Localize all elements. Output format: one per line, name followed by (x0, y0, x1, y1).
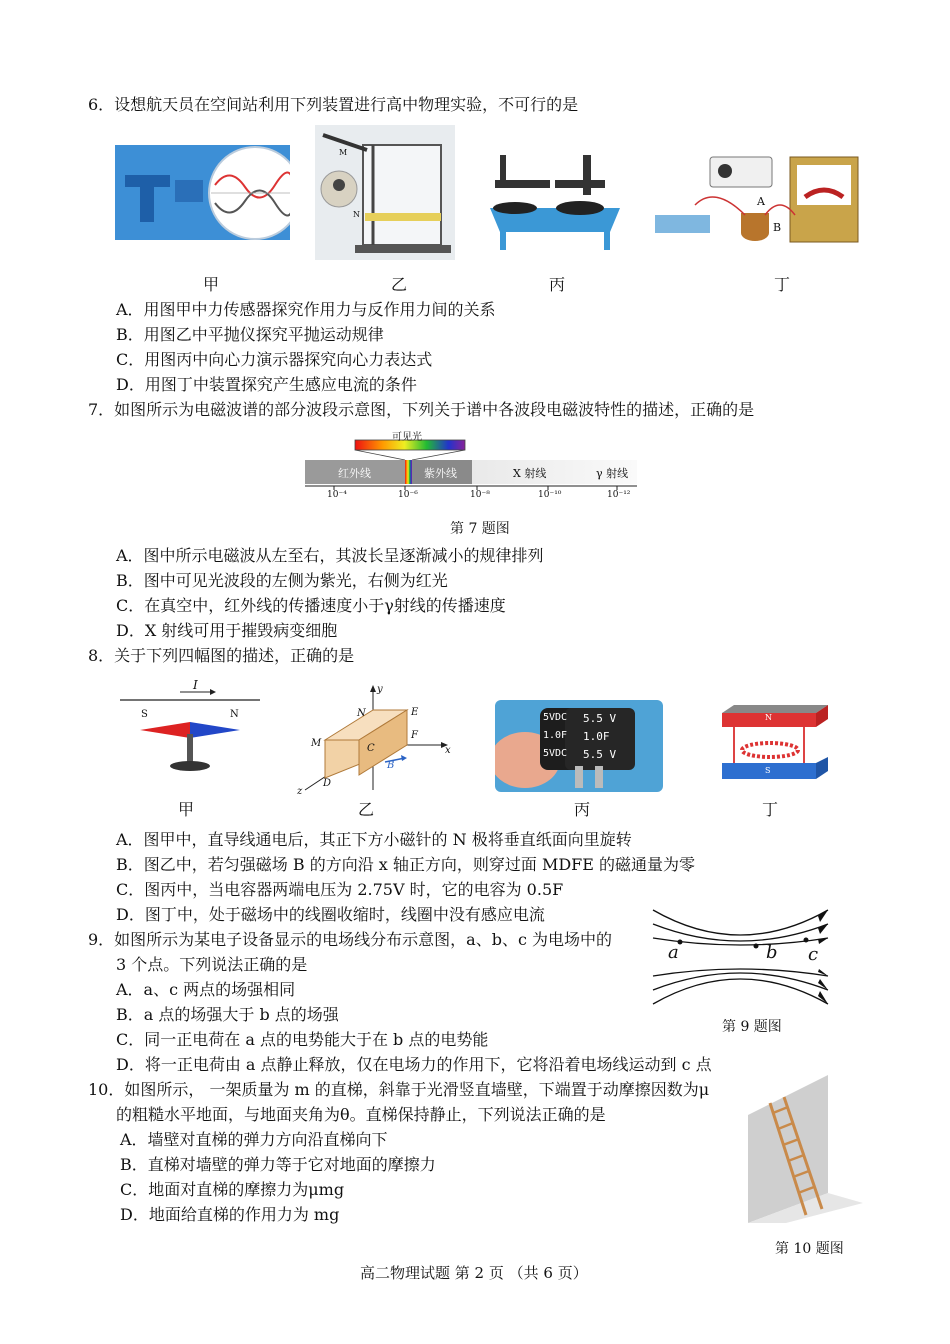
q9-field-lines-diagram (648, 902, 833, 1012)
q9-option-b: B．a 点的场强大于 b 点的场强 (116, 1005, 339, 1024)
q6-label-yi: 乙 (391, 275, 408, 294)
q7-option-c: C．在真空中，红外线的传播速度小于γ射线的传播速度 (116, 596, 506, 615)
q6-fig-ding-induction-circuit (655, 155, 860, 250)
q9-point-c: c (808, 944, 819, 965)
q7-em-spectrum-diagram (300, 428, 645, 508)
q8-yi-point-f: F (411, 730, 418, 741)
q6-fig-yi-projectile-apparatus (315, 125, 455, 260)
q7-caption: 第 7 题图 (450, 521, 510, 537)
q8-option-c: C．图丙中，当电容器两端电压为 2.75V 时，它的电容为 0.5F (116, 880, 564, 899)
q7-option-b: B．图中可见光波段的左侧为紫光，右侧为红光 (116, 571, 448, 590)
q10-option-a: A．墙壁对直梯的弹力方向沿直梯向下 (120, 1130, 388, 1149)
fig-ding-label-a: A (757, 195, 765, 208)
q8-option-b: B．图乙中，若匀强磁场 B 的方向沿 x 轴正方向，则穿过面 MDFE 的磁通量为零 (116, 855, 696, 874)
q8-label-yi: 乙 (358, 800, 375, 819)
q8-bing-side-text: 5VDC (543, 712, 568, 723)
q8-fig-bing-capacitor (495, 700, 663, 792)
q6-option-d: D．用图丁中装置探究产生感应电流的条件 (116, 375, 417, 394)
q7-stem: 7．如图所示为电磁波谱的部分波段示意图，下列关于谱中各波段电磁波特性的描述，正确的是 (88, 400, 755, 419)
page-footer: 高二物理试题 第 2 页 （共 6 页） (360, 1264, 588, 1282)
q9-point-a: a (668, 942, 679, 963)
q8-option-d: D．图丁中，处于磁场中的线圈收缩时，线圈中没有感应电流 (116, 905, 545, 924)
q6-fig-jia-force-sensor (115, 145, 290, 240)
q10-option-b: B．直梯对墙壁的弹力等于它对地面的摩擦力 (120, 1155, 436, 1174)
q7-tick-label: 10⁻⁶ (398, 490, 418, 500)
q6-stem: 6．设想航天员在空间站利用下列装置进行高中物理实验，不可行的是 (88, 95, 579, 114)
q8-fig-ding-coil-in-magnet (720, 705, 828, 787)
q8-yi-point-e: E (411, 707, 419, 718)
q8-jia-s-label: S (141, 709, 148, 720)
q8-yi-point-n: N (357, 708, 366, 719)
fig-ding-label-b: B (773, 221, 782, 234)
q7-option-d: D．X 射线可用于摧毁病变细胞 (116, 621, 338, 640)
q8-yi-point-d: D (323, 778, 332, 789)
q8-yi-axis-x: x (445, 745, 451, 756)
q7-tick-label: 10⁻¹² (607, 490, 631, 500)
q6-option-c: C．用图丙中向心力演示器探究向心力表达式 (116, 350, 433, 369)
q8-bing-side-text: 5VDC (543, 748, 568, 759)
q8-bing-text-line: 1.0F (583, 730, 610, 743)
q10-caption: 第 10 题图 (775, 1241, 844, 1257)
q8-yi-point-c: C (367, 743, 375, 754)
q8-label-jia: 甲 (178, 800, 195, 819)
q8-fig-jia-wire-compass (115, 678, 265, 778)
q7-band-infrared: 红外线 (338, 467, 371, 480)
q7-tick-label: 10⁻¹⁰ (538, 490, 562, 500)
q10-option-d: D．地面给直梯的作用力为 mg (120, 1205, 340, 1224)
q8-jia-n-label: N (230, 709, 239, 720)
q6-label-bing: 丙 (549, 275, 566, 294)
q8-fig-yi-prism (295, 680, 455, 798)
q8-yi-axis-y: y (377, 684, 383, 695)
q9-stem-line2: 3 个点。下列说法正确的是 (116, 955, 308, 974)
q6-option-b: B．用图乙中平抛仪探究平抛运动规律 (116, 325, 384, 344)
q8-stem: 8．关于下列四幅图的描述，正确的是 (88, 646, 355, 665)
q9-caption: 第 9 题图 (722, 1019, 782, 1035)
q8-label-bing: 丙 (574, 800, 591, 819)
q7-tick-label: 10⁻⁸ (470, 490, 490, 500)
q8-bing-text-line: 5.5 V (583, 748, 617, 761)
q9-option-d: D．将一正电荷由 a 点静止释放，仅在电场力的作用下，它将沿着电场线运动到 c 点 (116, 1055, 712, 1074)
q9-option-a: A．a、c 两点的场强相同 (116, 980, 296, 999)
q6-label-ding: 丁 (774, 275, 791, 294)
q8-bing-text-line: 5.5 V (583, 712, 617, 725)
q10-stem-line1: 10．如图所示， 一架质量为 m 的直梯，斜靠于光滑竖直墙壁，下端置于动摩擦因数为μ (88, 1080, 710, 1099)
fig-yi-label-n: N (353, 210, 360, 219)
q7-band-ultraviolet: 紫外线 (424, 467, 457, 480)
q10-option-c: C．地面对直梯的摩擦力为μmg (120, 1180, 345, 1199)
q8-yi-point-m: M (311, 738, 322, 749)
q9-point-b: b (766, 942, 778, 963)
q8-ding-s-label: S (765, 766, 771, 775)
q10-ladder-diagram (748, 1075, 863, 1223)
q8-jia-current-label: I (193, 678, 198, 692)
q9-stem-line1: 9．如图所示为某电子设备显示的电场线分布示意图，a、b、c 为电场中的 (88, 930, 613, 949)
q8-yi-field-b: B (387, 760, 395, 771)
q9-option-c: C．同一正电荷在 a 点的电势能大于在 b 点的电势能 (116, 1030, 489, 1049)
q7-visible-light-label: 可见光 (392, 432, 422, 443)
q6-option-a: A．用图甲中力传感器探究作用力与反作用力间的关系 (116, 300, 496, 319)
q10-stem-line2: 的粗糙水平地面，与地面夹角为θ。直梯保持静止，下列说法正确的是 (116, 1105, 606, 1124)
q8-yi-axis-z: z (297, 786, 303, 797)
q7-band-xray: X 射线 (513, 467, 547, 480)
q8-label-ding: 丁 (762, 800, 779, 819)
q8-ding-n-label: N (765, 713, 772, 722)
q6-label-jia: 甲 (203, 275, 220, 294)
q6-fig-bing-centripetal-demonstrator (485, 150, 625, 250)
q7-option-a: A．图中所示电磁波从左至右，其波长呈逐渐减小的规律排列 (116, 546, 544, 565)
fig-yi-label-m: M (339, 148, 348, 157)
q8-option-a: A．图甲中，直导线通电后，其正下方小磁针的 N 极将垂直纸面向里旋转 (116, 830, 632, 849)
q7-tick-label: 10⁻⁴ (327, 490, 347, 500)
q7-band-gamma: γ 射线 (596, 467, 629, 480)
q8-bing-side-text: 1.0F (543, 730, 568, 741)
